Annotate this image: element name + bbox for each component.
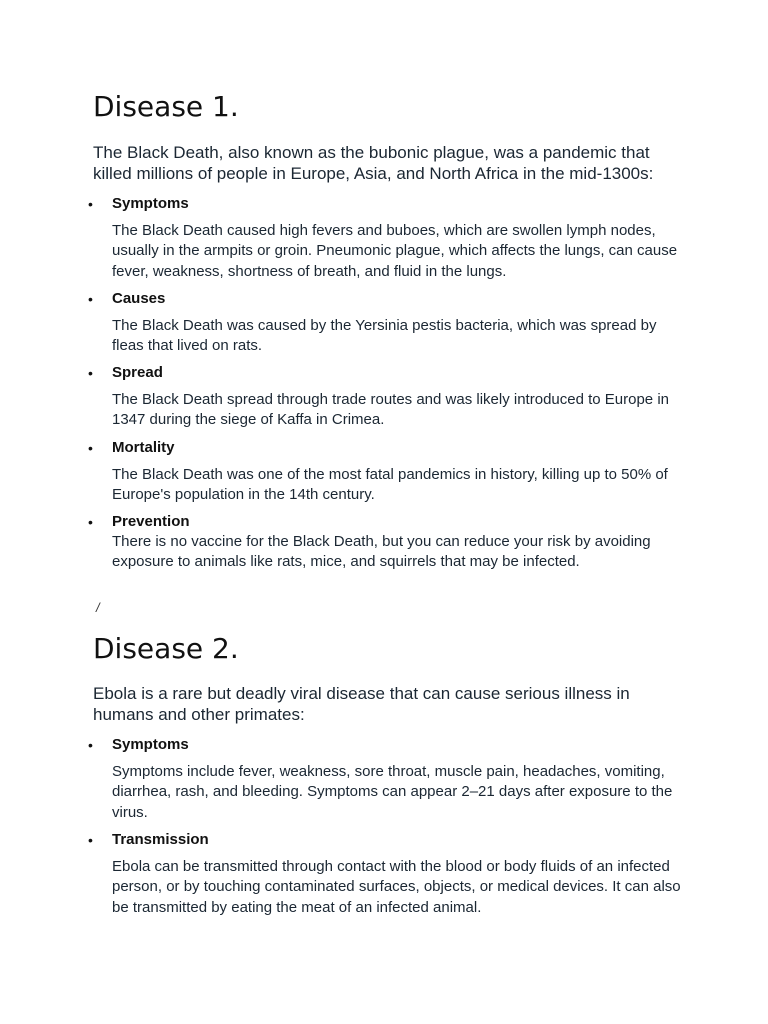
bullet-icon: • [88, 365, 93, 381]
item-title: Spread [112, 364, 163, 381]
list-item [88, 512, 682, 573]
item-title: Causes [112, 290, 166, 307]
bullet-icon: • [88, 832, 93, 848]
item-body: The Black Death caused high fevers and buboes, which are swollen lymph nodes, usually in the armpits or groin. Pneumonic plague, which affects the lungs, can cause fever, weakness, shortness of breath, and fluid in the lungs. [112, 222, 678, 280]
bullet-icon: • [88, 291, 93, 307]
item-title: Symptoms [112, 736, 189, 753]
item-title: Transmission [112, 831, 209, 848]
bullet-icon: • [88, 196, 93, 212]
bullet-icon: • [88, 737, 93, 753]
list-item [88, 363, 682, 431]
item-title: Mortality [112, 439, 175, 456]
disease-1-heading: Disease 1. [93, 90, 239, 123]
item-title: Prevention [112, 513, 190, 530]
item-title: Symptoms [112, 195, 189, 212]
list-item [88, 735, 682, 823]
disease-2-heading: Disease 2. [93, 632, 239, 665]
disease-1-intro: The Black Death, also known as the bubonic plague, was a pandemic that killed millions of people in Europe, Asia, and North Africa in the mid-1300s: [93, 143, 654, 183]
bullet-icon: • [88, 440, 93, 456]
item-body: Symptoms include fever, weakness, sore throat, muscle pain, headaches, vomiting, diarrhea, rash, and bleeding. Symptoms can appear 2–21 days after exposure to the virus. [112, 763, 673, 821]
item-body: The Black Death was one of the most fatal pandemics in history, killing up to 50% of Europe's population in the 14th century. [112, 466, 668, 504]
list-item [88, 194, 682, 282]
list-item [88, 438, 682, 506]
item-body: The Black Death was caused by the Yersinia pestis bacteria, which was spread by fleas that lived on rats. [112, 317, 657, 355]
list-item [88, 830, 682, 918]
separator-mark: / [96, 600, 100, 615]
bullet-icon: • [88, 514, 93, 530]
item-body: There is no vaccine for the Black Death, but you can reduce your risk by avoiding exposure to animals like rats, mice, and squirrels that may be infected. [112, 533, 651, 571]
item-body: The Black Death spread through trade routes and was likely introduced to Europe in 1347 during the siege of Kaffa in Crimea. [112, 391, 669, 429]
item-body: Ebola can be transmitted through contact with the blood or body fluids of an infected person, or by touching contaminated surfaces, objects, or medical devices. It can also be transmitted by eating the meat of an infected animal. [112, 858, 681, 916]
disease-2-intro: Ebola is a rare but deadly viral disease that can cause serious illness in humans and other primates: [93, 684, 630, 724]
list-item [88, 289, 682, 357]
